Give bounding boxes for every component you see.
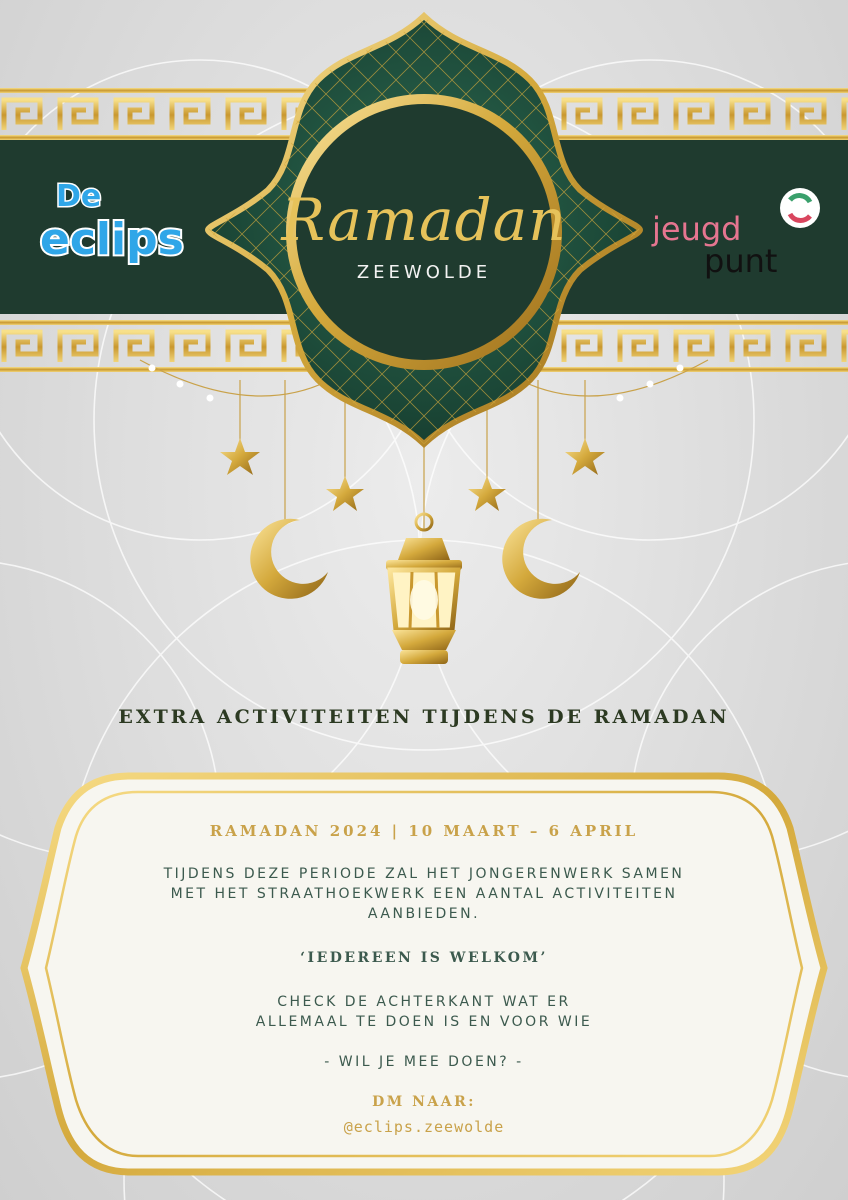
svg-text:jeugd: jeugd xyxy=(652,210,742,248)
check-line: ALLEMAAL TE DOEN IS EN VOOR WIE xyxy=(255,1014,593,1030)
body-line: MET HET STRAATHOEKWERK EEN AANTAL ACTIVITEITEN xyxy=(170,886,678,902)
check-text xyxy=(120,992,728,1032)
date-line: RAMADAN 2024 | 10 MAART – 6 APRIL xyxy=(209,822,639,840)
body-text xyxy=(120,864,728,924)
svg-text:eclips: eclips xyxy=(40,214,184,265)
body-line: TIJDENS DEZE PERIODE ZAL HET JONGERENWERK SAMEN xyxy=(163,866,685,882)
de-eclips-logo xyxy=(34,170,194,275)
welcome-text: ‘IEDEREEN IS WELKOM’ xyxy=(300,950,548,966)
lantern-icon xyxy=(386,514,462,664)
headline: EXTRA ACTIVITEITEN TIJDENS DE RAMADAN xyxy=(118,706,730,728)
poster-subtitle: ZEEWOLDE xyxy=(356,262,492,283)
jeugdpunt-logo xyxy=(650,180,830,280)
body-line: AANBIEDEN. xyxy=(367,906,481,922)
svg-text:De: De xyxy=(56,179,102,214)
dm-label: DM NAAR: xyxy=(372,1094,476,1110)
join-text: - WIL JE MEE DOEN? - xyxy=(324,1054,524,1070)
check-line: CHECK DE ACHTERKANT WAT ER xyxy=(277,994,571,1010)
instagram-handle[interactable]: @eclips.zeewolde xyxy=(343,1118,505,1136)
poster-title: Ramadan xyxy=(281,186,567,254)
svg-text:punt: punt xyxy=(704,242,778,280)
